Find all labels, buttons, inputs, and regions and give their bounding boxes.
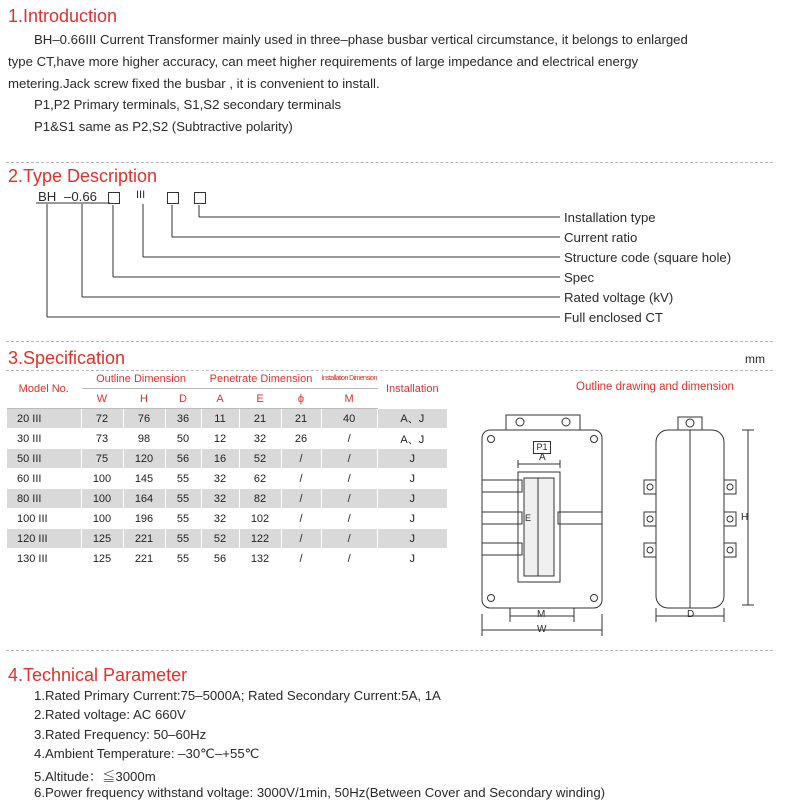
value-cell: / — [321, 489, 377, 509]
col-h: H — [123, 389, 165, 409]
table-row — [7, 469, 447, 489]
model-cell: 50 III — [7, 449, 81, 469]
drawing-w-label: W — [537, 624, 547, 635]
divider-4 — [6, 650, 773, 651]
col-phi: ϕ — [281, 389, 321, 409]
value-cell: A、J — [377, 429, 447, 449]
model-cell: 30 III — [7, 429, 81, 449]
side-terminal-right-2 — [724, 512, 736, 526]
value-cell: / — [281, 449, 321, 469]
intro-line-1: BH–0.66III Current Transformer mainly used in three–phase busbar vertical circumstance, it belongs to enlarged — [34, 32, 688, 47]
type-label-enclosed: Full enclosed CT — [564, 310, 663, 325]
value-cell: / — [281, 469, 321, 489]
model-cell: 60 III — [7, 469, 81, 489]
value-cell: / — [281, 529, 321, 549]
value-cell: 73 — [81, 429, 123, 449]
value-cell: 72 — [81, 409, 123, 429]
value-cell: 98 — [123, 429, 165, 449]
outline-drawing — [470, 400, 770, 650]
drawing-h-label: H — [741, 512, 749, 523]
tech-item-3: 3.Rated Frequency: 50–60Hz — [34, 727, 207, 742]
value-cell: 21 — [239, 409, 281, 429]
value-cell: 32 — [201, 489, 239, 509]
tech-item-1: 1.Rated Primary Current:75–5000A; Rated Secondary Current:5A, 1A — [34, 688, 441, 703]
col-outline: Outline Dimension — [81, 369, 201, 389]
drawing-d-label: D — [687, 609, 695, 620]
side-terminal-left-3 — [644, 543, 656, 557]
value-cell: 21 — [281, 409, 321, 429]
table-row — [7, 529, 447, 549]
value-cell: / — [321, 469, 377, 489]
model-cell: 20 III — [7, 409, 81, 429]
value-cell: 32 — [239, 429, 281, 449]
table-row — [7, 429, 447, 449]
value-cell: 55 — [165, 509, 201, 529]
drawing-m-label: M — [537, 609, 546, 620]
spec-unit: mm — [745, 352, 765, 366]
divider-1 — [6, 162, 773, 163]
col-e: E — [239, 389, 281, 409]
value-cell: 125 — [81, 549, 123, 569]
value-cell: J — [377, 489, 447, 509]
intro-line-4: P1,P2 Primary terminals, S1,S2 secondary terminals — [34, 97, 342, 112]
intro-line-5: P1&S1 same as P2,S2 (Subtractive polarity) — [34, 119, 293, 134]
type-label-spec: Spec — [564, 270, 595, 285]
value-cell: 132 — [239, 549, 281, 569]
value-cell: 36 — [165, 409, 201, 429]
value-cell: 16 — [201, 449, 239, 469]
value-cell: J — [377, 449, 447, 469]
spec-heading: 3.Specification — [8, 348, 126, 368]
divider-2 — [6, 341, 773, 342]
value-cell: / — [281, 549, 321, 569]
col-penetrate: Penetrate Dimension — [201, 369, 321, 389]
spec-table-body — [7, 409, 447, 569]
value-cell: 75 — [81, 449, 123, 469]
value-cell: 125 — [81, 529, 123, 549]
col-m: M — [321, 389, 377, 409]
value-cell: 32 — [201, 509, 239, 529]
side-terminal-left-2 — [644, 512, 656, 526]
type-label-ratio: Current ratio — [564, 230, 638, 245]
value-cell: / — [321, 549, 377, 569]
drawing-a-label: A — [539, 452, 546, 463]
value-cell: / — [321, 509, 377, 529]
value-cell: 55 — [165, 529, 201, 549]
table-row — [7, 549, 447, 569]
value-cell: / — [321, 529, 377, 549]
type-code-spec-box — [108, 192, 120, 204]
value-cell: A、J — [377, 409, 447, 429]
model-cell: 120 III — [7, 529, 81, 549]
value-cell: 100 — [81, 469, 123, 489]
type-code-bh: BH — [38, 189, 57, 204]
drawing-p1-label: P1 — [533, 441, 551, 454]
col-installation: Installation — [377, 369, 447, 409]
type-label-installation: Installation type — [564, 210, 656, 225]
value-cell: 56 — [165, 449, 201, 469]
tech-item-2: 2.Rated voltage: AC 660V — [34, 707, 186, 722]
model-cell: 130 III — [7, 549, 81, 569]
model-cell: 100 III — [7, 509, 81, 529]
value-cell: 52 — [201, 529, 239, 549]
table-row — [7, 509, 447, 529]
value-cell: J — [377, 509, 447, 529]
value-cell: 221 — [123, 549, 165, 569]
table-row — [7, 449, 447, 469]
tech-item-5: 5.Altitude：≦3000m — [34, 769, 156, 784]
type-label-voltage: Rated voltage (kV) — [564, 290, 674, 305]
value-cell: 196 — [123, 509, 165, 529]
col-install-dim: Installation Dimension — [321, 369, 377, 389]
type-heading: 2.Type Description — [8, 166, 158, 186]
value-cell: 55 — [165, 469, 201, 489]
value-cell: 164 — [123, 489, 165, 509]
type-label-structure: Structure code (square hole) — [564, 250, 732, 265]
value-cell: 56 — [201, 549, 239, 569]
value-cell: 100 — [81, 509, 123, 529]
value-cell: J — [377, 469, 447, 489]
intro-line-3: metering.Jack screw fixed the busbar , it is convenient to install. — [8, 76, 380, 91]
tech-heading: 4.Technical Parameter — [8, 665, 188, 685]
value-cell: / — [321, 429, 377, 449]
value-cell: J — [377, 549, 447, 569]
value-cell: 122 — [239, 529, 281, 549]
value-cell: 55 — [165, 549, 201, 569]
value-cell: 82 — [239, 489, 281, 509]
value-cell: 12 — [201, 429, 239, 449]
tech-item-4: 4.Ambient Temperature: –30℃–+55℃ — [34, 746, 260, 761]
value-cell: 55 — [165, 489, 201, 509]
value-cell: J — [377, 529, 447, 549]
col-a: A — [201, 389, 239, 409]
value-cell: 221 — [123, 529, 165, 549]
value-cell: / — [321, 449, 377, 469]
front-tab-hole-right — [562, 418, 570, 426]
value-cell: 120 — [123, 449, 165, 469]
side-terminal-right-3 — [724, 543, 736, 557]
value-cell: 102 — [239, 509, 281, 529]
col-d: D — [165, 389, 201, 409]
type-code-structure: III — [136, 189, 146, 201]
model-cell: 80 III — [7, 489, 81, 509]
type-code-ratio-box — [167, 192, 179, 204]
front-tab-hole-left — [516, 418, 524, 426]
side-terminal-left-1 — [644, 480, 656, 494]
col-w: W — [81, 389, 123, 409]
value-cell: 11 — [201, 409, 239, 429]
value-cell: / — [281, 489, 321, 509]
col-model: Model No. — [7, 369, 81, 409]
side-tab-hole — [686, 419, 694, 427]
tech-item-6: 6.Power frequency withstand voltage: 3000V/1min, 50Hz(Between Cover and Secondary winding) — [34, 785, 606, 800]
table-row — [7, 489, 447, 509]
type-code-install-box — [194, 192, 206, 204]
value-cell: 100 — [81, 489, 123, 509]
front-busbar — [524, 478, 554, 576]
side-terminal-right-1 — [724, 480, 736, 494]
drawing-e-label: E — [525, 513, 532, 523]
value-cell: 76 — [123, 409, 165, 429]
intro-line-2: type CT,have more higher accuracy, can meet higher requirements of large impedance and electrical energy — [8, 54, 639, 69]
value-cell: 50 — [165, 429, 201, 449]
spec-table — [7, 369, 448, 569]
value-cell: 32 — [201, 469, 239, 489]
front-top-tab — [506, 415, 580, 430]
value-cell: 40 — [321, 409, 377, 429]
value-cell: / — [281, 509, 321, 529]
table-row — [7, 409, 447, 429]
drawing-title: Outline drawing and dimension — [576, 381, 734, 393]
value-cell: 26 — [281, 429, 321, 449]
value-cell: 62 — [239, 469, 281, 489]
value-cell: 145 — [123, 469, 165, 489]
type-code-voltage: –0.66 — [64, 189, 98, 204]
intro-heading: 1.Introduction — [8, 6, 118, 26]
value-cell: 52 — [239, 449, 281, 469]
